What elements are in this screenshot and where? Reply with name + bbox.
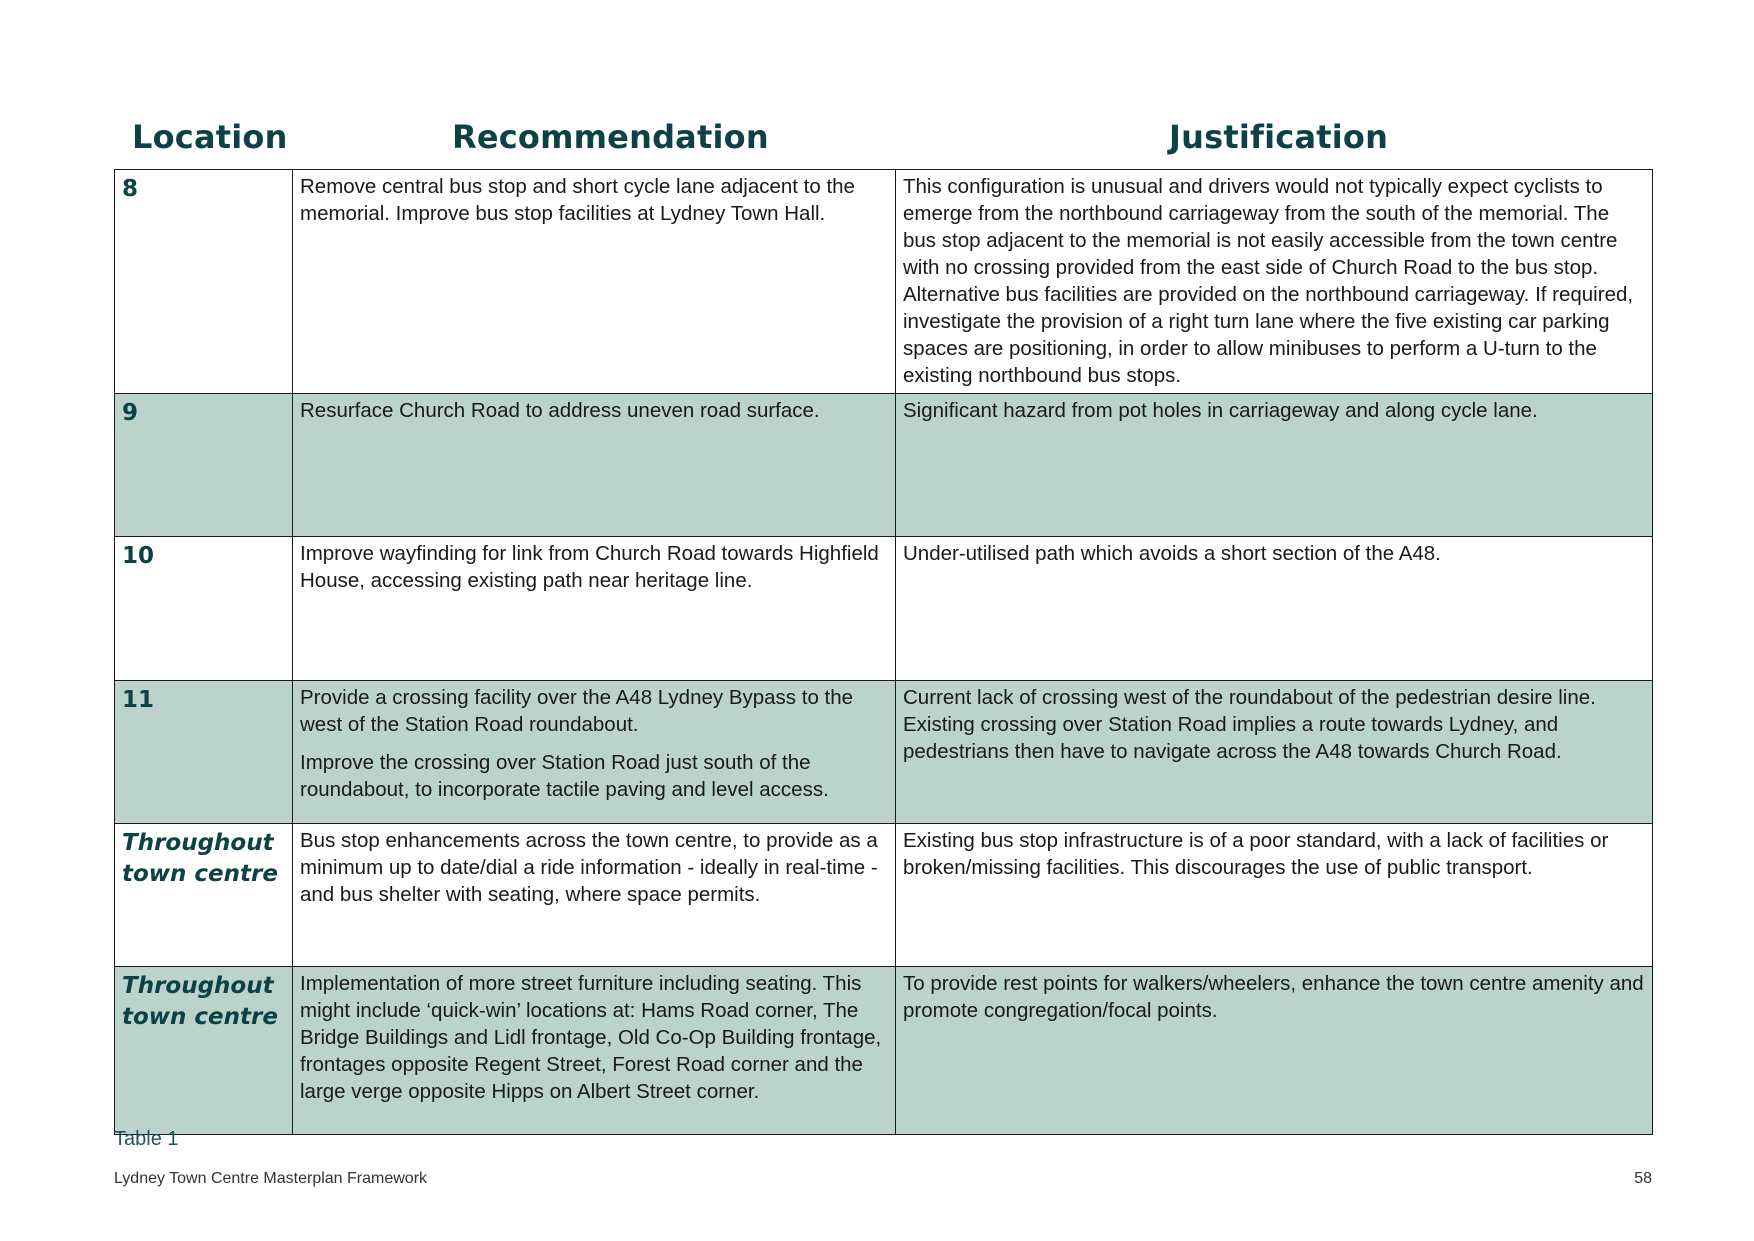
recommendation-cell: [293, 394, 896, 537]
table-row: [115, 967, 1653, 1135]
justification-cell: To provide rest points for walkers/wheelers, enhance the town centre amenity and promote congregation/focal points.: [896, 967, 1653, 1135]
recommendation-cell: [293, 967, 896, 1135]
justification-cell: Existing bus stop infrastructure is of a poor standard, with a lack of facilities or broken/missing facilities. This discourages the use of public transport.: [896, 824, 1653, 967]
location-cell: Throughout town centre: [115, 967, 293, 1135]
recommendation-text: Improve wayfinding for link from Church Road towards Highfield House, accessing existing path near heritage line.: [300, 542, 879, 592]
justification-cell: This configuration is unusual and drivers would not typically expect cyclists to emerge from the northbound carriageway from the south of the memorial. The bus stop adjacent to the memorial is not easily accessible from the town centre with no crossing provided from the east side of Church Road to the bus stop. Alternative bus facilities are provided on the northbound carriageway. If required, investigate the provision of a right turn lane where the five existing car parking spaces are positioning, in order to allow minibuses to perform a U-turn to the existing northbound bus stops.: [896, 170, 1653, 394]
recommendation-text: Bus stop enhancements across the town centre, to provide as a minimum up to date/dial a ride information - ideally in real-time - and bus shelter with seating, where space permits.: [300, 829, 878, 906]
recommendation-cell: [293, 681, 896, 824]
document-title: Lydney Town Centre Masterplan Framework: [114, 1170, 428, 1187]
recommendation-cell: [293, 537, 896, 681]
location-cell: 11: [115, 681, 293, 824]
recommendation-text: Improve the crossing over Station Road just south of the roundabout, to incorporate tactile paving and level access.: [300, 751, 829, 801]
table-row: [115, 537, 1653, 681]
table-caption: Table 1: [114, 1128, 179, 1150]
recommendation-text: Implementation of more street furniture including seating. This might include ‘quick-win’ locations at: Hams Road corner, The Bridge Buildings and Lidl frontage, Old Co-Op Building frontage, frontages opposite Regent Street, Forest Road corner and the large verge opposite Hipps on Albert Street corner.: [300, 972, 882, 1103]
recommendation-cell: [293, 170, 896, 394]
recommendation-cell: [293, 824, 896, 967]
location-header: Location: [132, 118, 288, 156]
table-row: [115, 170, 1653, 394]
location-cell: Throughout town centre: [115, 824, 293, 967]
table-row: [115, 394, 1653, 537]
recommendations-table-body: [115, 170, 1653, 1135]
table-row: [115, 824, 1653, 967]
location-cell: 9: [115, 394, 293, 537]
justification-cell: Under-utilised path which avoids a short section of the A48.: [896, 537, 1653, 681]
recommendation-text: Provide a crossing facility over the A48 Lydney Bypass to the west of the Station Road roundabout.: [300, 686, 854, 736]
recommendation-header: Recommendation: [452, 118, 769, 156]
justification-cell: Current lack of crossing west of the roundabout of the pedestrian desire line. Existing crossing over Station Road implies a route towards Lydney, and pedestrians then have to navigate across the A48 towards Church Road.: [896, 681, 1653, 824]
location-cell: 10: [115, 537, 293, 681]
location-cell: 8: [115, 170, 293, 394]
recommendations-table: [114, 169, 1653, 1135]
recommendation-text: Resurface Church Road to address uneven road surface.: [300, 399, 820, 422]
page-number: 58: [1634, 1170, 1652, 1187]
table-row: [115, 681, 1653, 824]
recommendation-text: Remove central bus stop and short cycle lane adjacent to the memorial. Improve bus stop facilities at Lydney Town Hall.: [300, 175, 855, 225]
justification-cell: Significant hazard from pot holes in carriageway and along cycle lane.: [896, 394, 1653, 537]
table-column-headers: [114, 118, 1652, 170]
justification-header: Justification: [1169, 118, 1389, 156]
